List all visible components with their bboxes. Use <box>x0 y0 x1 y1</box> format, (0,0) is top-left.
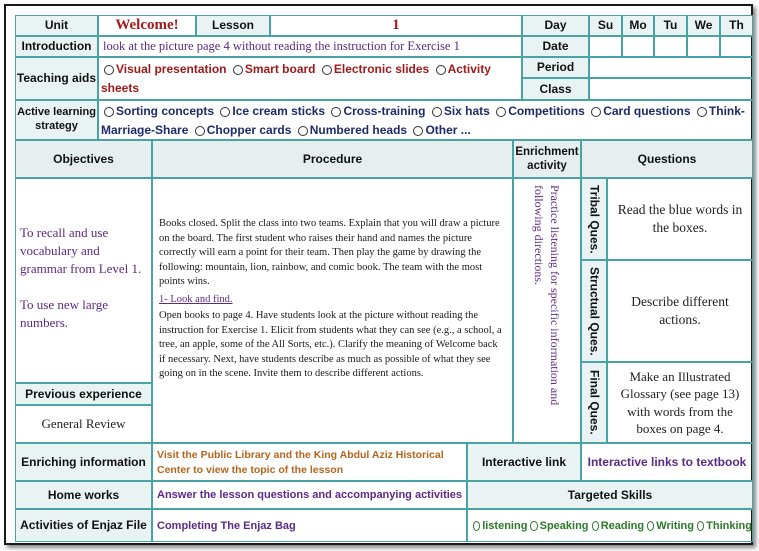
date-cell <box>687 36 720 57</box>
skill-thinking[interactable]: Thinking <box>706 519 752 532</box>
procedure-cell <box>152 178 513 443</box>
active-learning-label: Active learning strategy <box>15 100 98 140</box>
day-mo: Mo <box>622 15 654 36</box>
skill-listening[interactable]: listening <box>482 519 528 532</box>
lesson-value: 1 <box>270 15 522 36</box>
strategy-cross-training[interactable]: Cross-training <box>343 104 426 118</box>
day-label: Day <box>522 15 589 36</box>
aid-smart-board[interactable]: Smart board <box>244 62 316 76</box>
aid-electronic-slides[interactable]: Electronic slides <box>333 62 430 76</box>
day-we: We <box>687 15 720 36</box>
homework-label: Home works <box>15 481 152 509</box>
interactive-link[interactable]: Interactive links to textbook <box>581 443 753 481</box>
procedure-paragraph-2: Open books to page 4. Have students look at the picture without reading the instruction for Exercise 1. Elicit from students what they can see (e.g., a school, a tree, an apple, some of the All Sorts, etc.). Clarify the meaning of Welcome back if necessary. Next, have students describe as much as possible of what they see going on in the scene. Invite them to describe different actions. <box>159 310 502 379</box>
strategy-competitions[interactable]: Competitions <box>508 104 585 118</box>
question-final-text: Make an Illustrated Glossary (see page 13) with words from the boxes on page 4. <box>607 362 753 443</box>
objective-1: To recall and use vocabulary and grammar from Level 1. <box>20 225 142 276</box>
radio-circle-icon[interactable] <box>647 521 654 531</box>
unit-label: Unit <box>15 15 98 36</box>
enjaz-text: Completing The Enjaz Bag <box>152 509 467 542</box>
strategy-options <box>98 100 753 140</box>
radio-circle-icon[interactable] <box>104 65 114 75</box>
procedure-link[interactable]: 1- Look and find. <box>159 293 233 305</box>
lesson-label: Lesson <box>196 15 270 36</box>
date-cell <box>589 36 622 57</box>
interactive-link-label: Interactive link <box>467 443 581 481</box>
aid-visual-presentation[interactable]: Visual presentation <box>116 62 227 76</box>
skill-writing[interactable]: Writing <box>656 519 694 532</box>
question-tribal-text: Read the blue words in the boxes. <box>607 178 753 260</box>
aid-activity-sheets[interactable]: Activity sheets <box>101 62 491 95</box>
introduction-label: Introduction <box>15 36 98 57</box>
enriching-label: Enriching information <box>15 443 152 481</box>
date-label: Date <box>522 36 589 57</box>
radio-circle-icon[interactable] <box>591 107 601 117</box>
targeted-skills-label: Targeted Skills <box>467 481 753 509</box>
day-su: Su <box>589 15 622 36</box>
radio-circle-icon[interactable] <box>592 521 599 531</box>
teaching-aids-options <box>98 57 522 100</box>
teaching-aids-label: Teaching aids <box>15 57 98 100</box>
class-label: Class <box>522 78 589 100</box>
lesson-plan-table <box>15 15 753 542</box>
skills-options <box>467 509 753 542</box>
day-tu: Tu <box>654 15 687 36</box>
homework-text: Answer the lesson questions and accompanying activities <box>152 481 467 509</box>
question-type-final: Final Ques. <box>581 362 607 443</box>
date-cell <box>720 36 753 57</box>
objective-2: To use new large numbers. <box>20 297 109 330</box>
strategy-sorting-concepts[interactable]: Sorting concepts <box>116 104 215 118</box>
radio-circle-icon[interactable] <box>104 107 114 117</box>
strategy-six-hats[interactable]: Six hats <box>443 104 490 118</box>
lesson-plan-frame <box>4 4 753 545</box>
period-label: Period <box>522 57 589 78</box>
enjaz-label: Activities of Enjaz File <box>15 509 152 542</box>
previous-experience-label: Previous experience <box>15 383 152 405</box>
questions-header: Questions <box>581 140 753 178</box>
radio-circle-icon[interactable] <box>436 65 446 75</box>
procedure-paragraph-1: Books closed. Split the class into two teams. Explain that you will draw a picture on the board. The first student who raises their hand and names the picture correctly will earn a point for their team. Then play the game by drawing the following: mountain, lion, rainbow, and comic book. The team with the most points wins. <box>159 218 500 287</box>
enrichment-text: Practice listening for specific information and following directions. <box>532 185 562 406</box>
period-cell <box>589 57 753 78</box>
enrichment-header: Enrichment activity <box>513 140 581 178</box>
skill-reading[interactable]: Reading <box>600 519 645 532</box>
procedure-header: Procedure <box>152 140 513 178</box>
strategy-card-questions[interactable]: Card questions <box>603 104 691 118</box>
day-th: Th <box>720 15 753 36</box>
question-type-structual: Structual Ques. <box>581 260 607 362</box>
date-cell <box>654 36 687 57</box>
radio-circle-icon[interactable] <box>413 126 423 136</box>
enriching-text: Visit the Public Library and the King Abdul Aziz Historical Center to view the topic of the lesson <box>152 443 467 481</box>
strategy-chopper-cards[interactable]: Chopper cards <box>206 123 292 137</box>
previous-experience-value: General Review <box>15 405 152 443</box>
strategy-other[interactable]: Other ... <box>425 123 471 137</box>
skill-speaking[interactable]: Speaking <box>539 519 589 532</box>
objectives-cell <box>15 178 152 383</box>
radio-circle-icon[interactable] <box>530 521 537 531</box>
radio-circle-icon[interactable] <box>432 107 442 117</box>
radio-circle-icon[interactable] <box>298 126 308 136</box>
objectives-header: Objectives <box>15 140 152 178</box>
date-cell <box>622 36 654 57</box>
question-structual-text: Describe different actions. <box>607 260 753 362</box>
radio-circle-icon[interactable] <box>697 107 707 117</box>
question-type-tribal: Tribal Ques. <box>581 178 607 260</box>
strategy-numbered-heads[interactable]: Numbered heads <box>309 123 408 137</box>
unit-value: Welcome! <box>98 15 196 36</box>
radio-circle-icon[interactable] <box>473 521 480 531</box>
radio-circle-icon[interactable] <box>220 107 230 117</box>
class-cell <box>589 78 753 100</box>
radio-circle-icon[interactable] <box>496 107 506 117</box>
strategy-think-marriage-share[interactable]: Think-Marriage-Share <box>101 104 745 137</box>
radio-circle-icon[interactable] <box>697 521 704 531</box>
radio-circle-icon[interactable] <box>331 107 341 117</box>
radio-circle-icon[interactable] <box>233 65 243 75</box>
radio-circle-icon[interactable] <box>322 65 332 75</box>
enrichment-cell <box>513 178 581 443</box>
radio-circle-icon[interactable] <box>195 126 205 136</box>
strategy-ice-cream-sticks[interactable]: Ice cream sticks <box>232 104 326 118</box>
introduction-text: look at the picture page 4 without reading the instruction for Exercise 1 <box>98 36 522 57</box>
